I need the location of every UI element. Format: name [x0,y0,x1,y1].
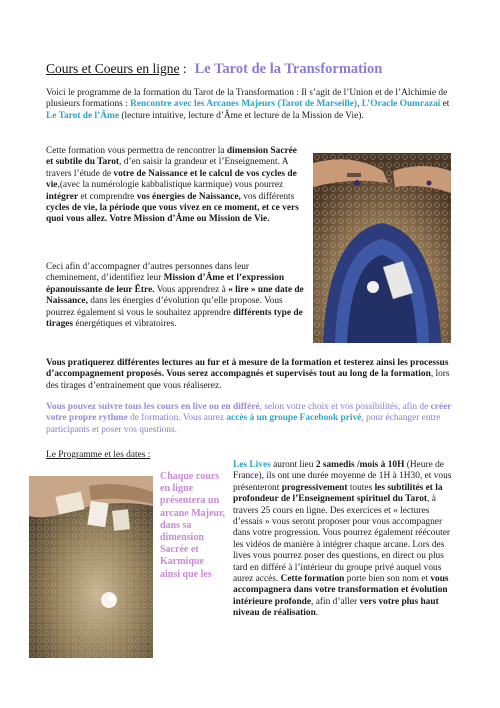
bold-text: Vous pratiquerez différentes lectures au fur et à mesure de la formation et testerez ainsi les processus d’accompagnement proposés. Vous serez accompagnés et supervisés tout au long de la formation [46,358,449,380]
middle-column-text: Chaque cours en ligne présentera un arcane Majeur, dans sa dimension Sacrée et Karmique ainsi que les [160,471,225,580]
title-main: Le Tarot de la Transformation [194,61,383,77]
intro-paragraph [46,88,456,122]
text: et comprendre [78,191,137,202]
link-arcanes-majeurs[interactable]: Rencontre avec les Arcanes Majeurs (Tarot de Marseille) [130,99,358,110]
text: vos différents [240,191,295,202]
text: dans les énergies d’évolution qu’elle propose. Vous pourrez également si vous le souhaitez apprendre [46,296,283,318]
text: , lors des tirages d’entrainement que vous réaliserez. [46,369,450,391]
bold-text: vers votre plus haut niveau de réalisation [233,596,439,619]
highlight-text: Vous pouvez suivre tous les cours en live ou en différé [46,402,260,412]
bold-text: 2 samedis /mois à 10H [315,460,405,470]
bold-text: « lire » une date de Naissance, [46,284,304,307]
lives-heading: Les Lives [233,460,271,470]
paragraph-dimension [46,146,304,226]
text: porte bien son nom et [344,574,431,585]
paragraph-accompagner [46,262,304,330]
text: , d’en saisir la grandeur et l’Enseignement. A travers l’étude de [46,157,288,179]
text: de formation. Vous aurez [127,413,227,424]
intro-text: , [357,99,362,110]
highlight-text: créer votre propre rythme [46,402,452,424]
text: (Heure de France), ils ont une durée moyenne de 1H à 1H30, et vous présenteront [233,460,452,493]
bold-text: votre de Naissance et le calcul de vos cycles de vie [46,168,297,191]
link-tarot-ame[interactable]: Le Tarot de l’Âme [46,110,119,121]
intro-text: Voici le programme de la formation du Tarot de la Transformation : Il s’agit de l’Union et de l’Alchimie de plusieurs formations : [46,88,448,110]
paragraph-pratique [46,358,456,392]
text: , selon votre choix et vos possibilités, afin de [259,402,431,412]
bold-text: vos énergies de Naissance, [136,191,241,202]
bold-text: progressivement [281,482,348,493]
title-separator: : [179,61,187,76]
text: toutes [347,482,375,493]
bold-text: cycles de vie, la période que vous vivez en ce moment, et ce vers quoi vous allez. Votre Mission d’Âme ou Mission de Vie. [46,203,299,225]
text: , à travers 25 cours en ligne. Des exercices et « lectures d’essais » vous seront proposer pour vous accompagner dans votre progression. Vous pourrez également réécouter les vidéos de manière à intégrer chaque arcane. Lors des lives vous pourrez poser des questions, en direct ou plus tard en différé à l’intérieur du groupe privé auquel vous aurez accès. [233,494,451,585]
bold-text: dimension Sacrée et subtile du Tarot [46,146,297,168]
intro-text: et [440,99,450,110]
programme-heading: Le Programme et les dates : [46,450,151,460]
bold-text: différents type de tirages [46,307,303,330]
text: . [315,608,319,619]
title-left: Cours et Coeurs en ligne [46,61,180,76]
text: , pour échanger entre participants et poser vos questions. [46,413,441,435]
bold-text: Cette formation [280,574,345,585]
intro-text: (lecture intuitive, lecture d’Âme et lecture de la Mission de Vie). [119,110,364,121]
facebook-group-link[interactable]: accès à un groupe Facebook privé [226,413,362,424]
paragraph-live [46,402,456,436]
bold-text: intégrer [46,191,79,202]
tarot-table-photo [29,476,153,658]
link-oracle-oumrazai[interactable]: L’Oracle Oumrazaï [361,99,441,110]
bold-text: vous accompagnera dans votre transformation et évolution intérieure profonde [233,574,449,607]
text: Ceci afin d’accompagner d’autres personnes dans leur cheminement, d’identifiez leur [46,262,250,284]
text: , afin d’aller [311,596,360,607]
text: ,(avec la numérologie kabbalistique karmique) vous pourrez [57,180,284,191]
text: auront lieu [270,460,316,470]
page-title [46,60,466,78]
bold-text: les subtilités et la profondeur de l’Enseignement spirituel du Tarot [233,482,443,505]
text: Cette formation vous permettra de rencontrer la [46,146,227,156]
bold-text: Mission d’Âme et l’expression épanouissante de leur Être. [46,273,285,295]
text: énergétiques et vibratoires. [73,319,177,330]
tarot-hands-photo [313,153,451,343]
text: Vous apprendrez à [154,284,229,295]
lives-paragraph [233,460,455,620]
